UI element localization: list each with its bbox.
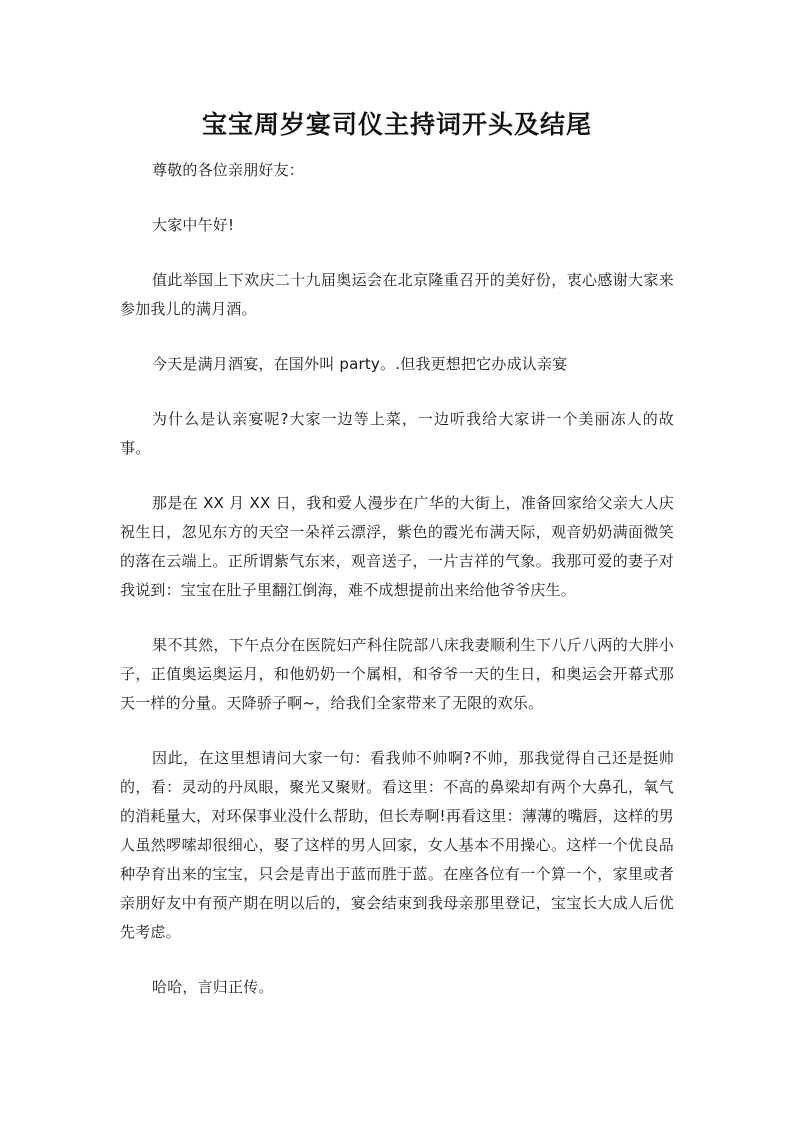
document-title: 宝宝周岁宴司仪主持词开头及结尾 — [201, 110, 592, 139]
paragraph-story: 那是在 XX 月 XX 日，我和爱人漫步在广华的大街上，准备回家给父亲大人庆祝生日，忽见东方的天空一朵祥云漂浮，紫色的霞光布满天际，观音奶奶满面微笑的落在云端上。正所谓紫气东来，观音送子，一片吉祥的气象。我那可爱的妻子对我说到：宝宝在肚子里翻江倒海，难不成想提前出来给他爷爷庆生。 — [120, 494, 674, 599]
paragraph-party: 今天是满月酒宴，在国外叫 party。.但我更想把它办成认亲宴 — [152, 355, 568, 373]
paragraph-greeting: 尊敬的各位亲朋好友： — [152, 161, 305, 179]
paragraph-back-to-topic: 哈哈，言归正传。 — [152, 978, 274, 996]
paragraph-thanks: 值此举国上下欢庆二十九届奥运会在北京隆重召开的美好份，衷心感谢大家来参加我儿的满月酒。 — [120, 271, 674, 318]
paragraph-why: 为什么是认亲宴呢?大家一边等上菜，一边听我给大家讲一个美丽冻人的故事。 — [120, 410, 674, 457]
paragraph-birth: 果不其然，下午点分在医院妇产科住院部八床我妻顺利生下八斤八两的大胖小子，正值奥运奥运月，和他奶奶一个属相，和爷爷一天的生日，和奥运会开幕式那天一样的分量。天降骄子啊~，给我们全家带来了无限的欢乐。 — [120, 636, 674, 712]
paragraph-good-noon: 大家中午好! — [152, 216, 235, 234]
paragraph-handsome: 因此，在这里想请问大家一句：看我帅不帅啊?不帅，那我觉得自己还是挺帅的，看：灵动的丹凤眼，聚光又聚财。看这里：不高的鼻梁却有两个大鼻孔，氧气的消耗量大，对环保事业没什么帮助，但长寿啊!再看这里：薄薄的嘴唇，这样的男人虽然啰嗦却很细心，娶了这样的男人回家，女人基本不用操心。这样一个优良品种孕育出来的宝宝，只会是青出于蓝而胜于蓝。在座各位有一个算一个，家里或者亲朋好友中有预产期在明以后的，宴会结束到我母亲那里登记，宝宝长大成人后优先考虑。 — [120, 749, 674, 941]
